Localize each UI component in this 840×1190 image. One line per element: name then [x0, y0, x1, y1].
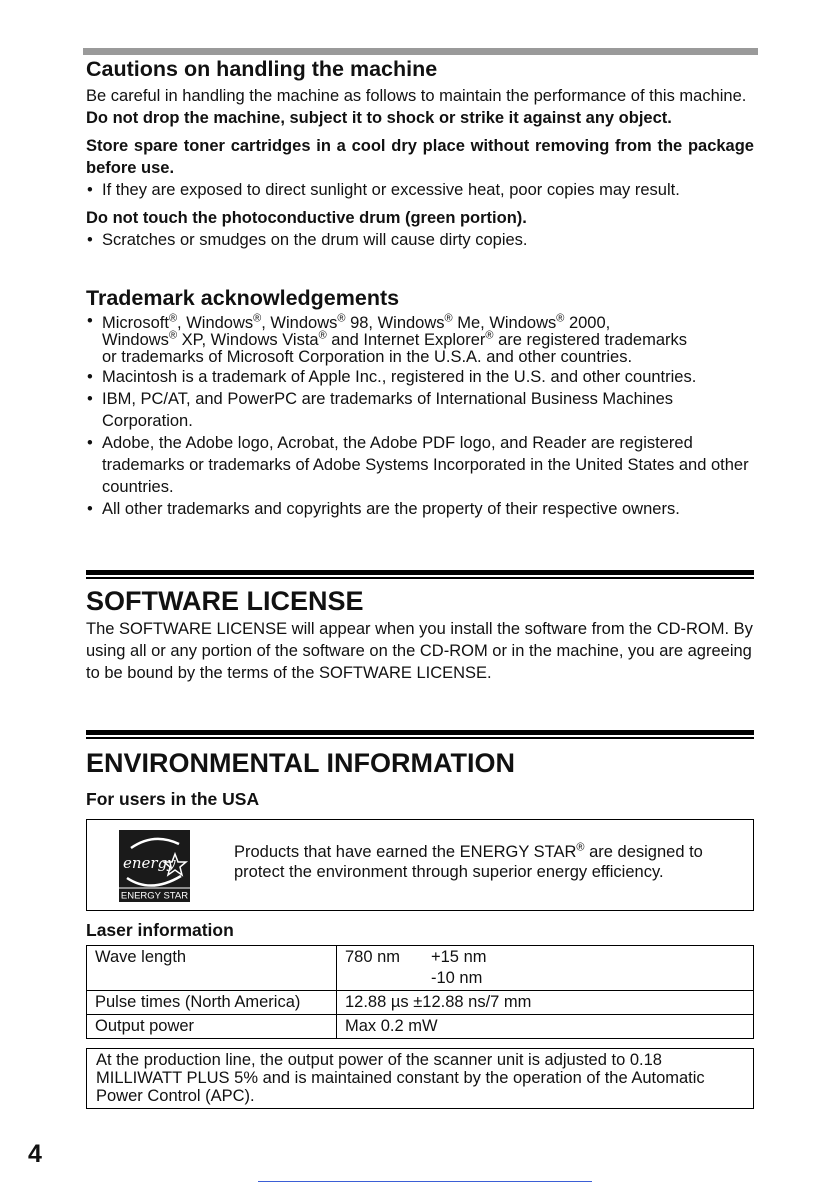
laser-value-wave	[337, 946, 754, 991]
trademark-item-others: • All other trademarks and copyrights are the property of their respective owners.	[86, 498, 754, 520]
tm-text: , Windows	[177, 314, 254, 332]
caution-drum-bullet: • Scratches or smudges on the drum will cause dirty copies.	[86, 229, 754, 251]
caution-drum-list	[86, 229, 754, 251]
trademarks-section	[86, 285, 754, 520]
table-row	[87, 991, 754, 1015]
laser-label-pulse: Pulse times (North America)	[87, 991, 337, 1015]
wave-tol-minus: -10 nm	[431, 969, 483, 987]
environmental-section	[86, 730, 754, 1109]
tm-text: are registered trademarks	[493, 331, 687, 349]
wave-tol-plus: +15 nm	[431, 948, 487, 966]
energy-text-part: are designed to protect the environment through superior energy efficiency.	[234, 843, 703, 881]
trademark-item-microsoft	[86, 313, 754, 366]
trademarks-list	[86, 313, 754, 520]
tm-text: and Internet Explorer	[326, 331, 486, 349]
tm-text: , Windows	[261, 314, 338, 332]
tm-text: Windows	[102, 331, 169, 349]
tm-text: Me, Windows	[452, 314, 557, 332]
trademark-item-adobe: • Adobe, the Adobe logo, Acrobat, the Adobe PDF logo, and Reader are registered trademarks or trademarks of Adobe Systems Incorporated in the United States and other countries.	[86, 432, 754, 498]
tm-text: XP, Windows Vista	[177, 331, 319, 349]
caution-store: Store spare toner cartridges in a cool dry place without removing from the package before use.	[86, 137, 754, 177]
page-number: 4	[28, 1140, 42, 1168]
energy-star-text	[234, 842, 749, 882]
reg-mark: ®	[318, 329, 327, 342]
software-license-body: The SOFTWARE LICENSE will appear when you install the software from the CD-ROM. By using all or any portion of the software on the CD-ROM or in the machine, you are agreeing to be bound by the terms of the SOFTWARE LICENSE.	[86, 620, 753, 682]
reg-mark: ®	[168, 329, 178, 342]
energy-star-logo	[119, 830, 190, 902]
wave-value: 780 nm	[345, 948, 401, 966]
caution-drop: Do not drop the machine, subject it to shock or strike it against any object.	[86, 109, 672, 127]
trademark-item-macintosh: • Macintosh is a trademark of Apple Inc., registered in the U.S. and other countries.	[86, 366, 754, 388]
laser-heading: Laser information	[86, 920, 234, 940]
cautions-intro: Be careful in handling the machine as follows to maintain the performance of this machine.	[86, 87, 747, 105]
table-row	[87, 1015, 754, 1039]
table-row	[87, 946, 754, 991]
environmental-heading: ENVIRONMENTAL INFORMATION	[86, 748, 515, 778]
reg-mark: ®	[485, 329, 494, 342]
caution-store-list	[86, 179, 754, 201]
laser-value-pulse: 12.88 µs ±12.88 ns/7 mm	[337, 991, 754, 1015]
cautions-section	[86, 56, 754, 251]
tm-text: 2000,	[564, 314, 611, 332]
energy-text-part: Products that have earned the ENERGY STAR	[234, 843, 577, 861]
energy-star-box	[86, 819, 754, 911]
reg-mark: ®	[444, 312, 453, 325]
caution-store-bullet: • If they are exposed to direct sunlight or excessive heat, poor copies may result.	[86, 179, 754, 201]
laser-value-power: Max 0.2 mW	[337, 1015, 754, 1039]
reg-mark: ®	[337, 312, 346, 325]
usa-heading: For users in the USA	[86, 789, 260, 809]
trademark-item-ibm: • IBM, PC/AT, and PowerPC are trademarks of International Business Machines Corporation.	[86, 388, 754, 432]
laser-table	[86, 945, 754, 1039]
software-license-heading: SOFTWARE LICENSE	[86, 586, 364, 616]
tm-text: Microsoft	[102, 314, 169, 332]
trademarks-heading: Trademark acknowledgements	[86, 286, 400, 310]
tm-text: 98, Windows	[345, 314, 445, 332]
reg-mark: ®	[253, 312, 262, 325]
energy-script-text: energy	[123, 854, 176, 872]
caution-drum: Do not touch the photoconductive drum (green portion).	[86, 209, 527, 227]
section-rule	[86, 730, 754, 739]
cautions-heading: Cautions on handling the machine	[86, 57, 438, 81]
reg-mark: ®	[168, 312, 178, 325]
laser-label-power: Output power	[87, 1015, 337, 1039]
tm-text: or trademarks of Microsoft Corporation in the U.S.A. and other countries.	[102, 348, 633, 366]
laser-note-box: At the production line, the output power of the scanner unit is adjusted to 0.18 MILLIWATT PLUS 5% and is maintained constant by the operation of the Automatic Power Control (APC).	[86, 1048, 754, 1109]
energy-star-label: ENERGY STAR	[120, 890, 189, 902]
top-rule	[83, 48, 758, 55]
footer-link-line	[258, 1181, 592, 1182]
software-license-section	[86, 570, 754, 684]
section-rule	[86, 570, 754, 579]
reg-mark: ®	[576, 841, 585, 854]
reg-mark: ®	[556, 312, 565, 325]
laser-label-wave: Wave length	[87, 946, 337, 991]
